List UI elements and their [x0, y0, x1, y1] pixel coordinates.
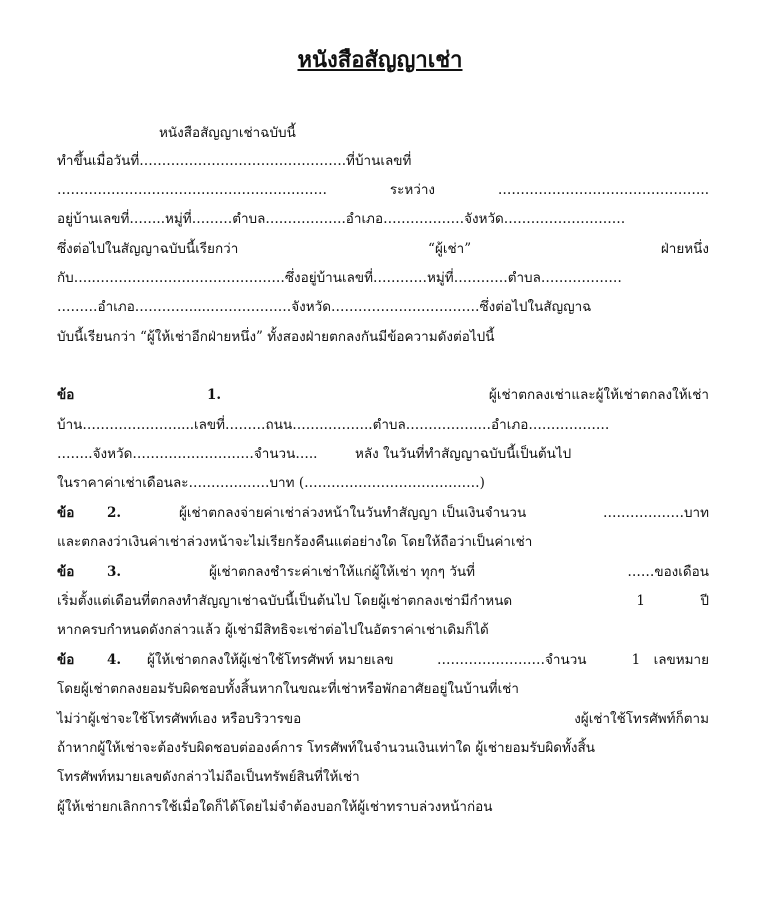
clause-2-text: ผู้เช่าตกลงจ่ายค่าเช่าล่วงหน้าในวันทำสัญญา เป็นเงินจำนวน	[179, 505, 527, 521]
clause-3-line-3: หากครบกำหนดดังกล่าวแล้ว ผู้เช่ามีสิทธิจะเช่าต่อไปในอัตราค่าเช่าเดิมก็ได้	[57, 622, 489, 638]
intro-called-text: ซึ่งต่อไปในสัญญาฉบับนี้เรียกว่า	[57, 241, 239, 257]
clause-3-label: ข้อ	[57, 564, 75, 580]
intro-line-8: บับนี้เรียนกว่า “ผู้ให้เช่าอีกฝ่ายหนึ่ง” ทั้งสองฝ่ายตกลงกันมีข้อความดังต่อไปนี้	[57, 329, 495, 345]
clause-4-phone-blank: ……………………จำนวน	[437, 652, 587, 668]
intro-party-blank: ……………………………………………………	[57, 182, 327, 198]
clause-4-text: ผู้ให้เช่าตกลงให้ผู้เช่าใช้โทรศัพท์ หมายเลข	[147, 652, 394, 668]
clause-2-line-2: และตกลงว่าเงินค่าเช่าล่วงหน้าจะไม่เรียกร้องคืนแต่อย่างใด โดยให้ถือว่าเป็นค่าเช่า	[57, 534, 533, 550]
clause-3-header	[57, 562, 475, 582]
clause-2-label: ข้อ	[57, 505, 75, 521]
clause-4-count-unit: เลขหมาย	[653, 652, 709, 668]
clause-3-term-value	[636, 591, 709, 611]
intro-line-6: กับ…..……………………………………ซึ่งอยู่บ้านเลขที่…………หมู่ที่…………ตำบล………………	[57, 270, 622, 286]
intro-line-5	[57, 239, 709, 259]
clause-2-header	[57, 503, 526, 523]
clause-4-line-5: โทรศัพท์หมายเลขดังกล่าวไม่ถือเป็นทรัพย์สินที่ให้เช่า	[57, 769, 360, 785]
clause-4-line-1	[57, 650, 709, 670]
clause-3-line-1	[57, 562, 709, 582]
clause-1-number: 1.	[207, 387, 222, 403]
clause-1-line-2: บ้าน…………………....เลขที่………ถนน…….………..ตำบล…………….…อำเภอ………………	[57, 417, 610, 433]
clause-3-month-blank: ……ของเดือน	[627, 564, 709, 580]
clause-1-header	[57, 385, 221, 405]
intro-line-1	[57, 123, 709, 143]
intro-between-word: ระหว่าง	[389, 182, 436, 198]
clause-4-count	[632, 650, 709, 670]
intro-line-3	[57, 180, 709, 200]
clause-2-line-1	[57, 503, 709, 523]
document-title: หนังสือสัญญาเช่า	[297, 47, 463, 73]
intro-tenant-term: “ผู้เช่า”	[428, 241, 472, 257]
intro-line-4: อยู่บ้านเลขที่……..หมู่ที่………ตำบล….…………..อำเภอ………………จังหวัด………………………	[57, 211, 626, 227]
clause-1-text: ผู้เช่าตกลงเช่าและผู้ให้เช่าตกลงให้เช่า	[488, 387, 709, 403]
clause-4-header	[57, 650, 587, 670]
clause-1-start-text: หลัง ในวันที่ทำสัญญาฉบับนี้เป็นต้นไป	[355, 446, 572, 462]
clause-4-number: 4.	[107, 652, 122, 668]
clause-3-years-number: 1	[636, 593, 646, 609]
clause-4-line-6: ผู้ให้เช่ายกเลิกการใช้เมื่อใดก็ได้โดยไม่จำต้องบอกให้ผู้เช่าทราบล่วงหน้าก่อน	[57, 799, 493, 815]
clause-1-line-4: ในราคาค่าเช่าเดือนละ………………บาท (…………………………………)	[57, 475, 485, 491]
clause-3-text: ผู้เช่าตกลงชำระค่าเช่าให้แก่ผู้ให้เช่า ทุกๆ วันที่	[209, 564, 476, 580]
clause-1-label: ข้อ	[57, 387, 75, 403]
intro-line-7: ………อำเภอ………….....………………จังหวัด……………………………ซึ่งต่อไปในสัญญาฉ	[57, 299, 592, 315]
intro-party-blank-2: ………………………………………..	[497, 182, 709, 198]
clause-3-term-text: เริ่มตั้งแต่เดือนที่ตกลงทำสัญญาเช่าฉบับนี้เป็นต้นไป โดยผู้เช่าตกลงเช่ามีกำหนด	[57, 593, 513, 609]
clause-4-label: ข้อ	[57, 652, 75, 668]
clause-3-years-unit: ปี	[700, 593, 709, 609]
clause-1-province-blank: ……..จังหวัด………………………จำนวน…..	[57, 446, 318, 462]
intro-opening-text: หนังสือสัญญาเช่าฉบับนี้	[159, 125, 296, 141]
clause-1-line-1	[57, 385, 709, 405]
clause-4-line-2: โดยผู้เช่าตกลงยอมรับผิดชอบทั้งสิ้นหากในขณะที่เช่าหรือพักอาศัยอยู่ในบ้านที่เช่า	[57, 681, 519, 697]
clause-4-line-4: ถ้าหากผู้ให้เช่าจะต้องรับผิดชอบต่อองค์การ โทรศัพท์ในจำนวนเงินเท่าใด ผู้เช่ายอมรับผิดทั้งสิ้น	[57, 740, 595, 756]
intro-one-party: ฝ่ายหนึ่ง	[660, 241, 709, 257]
clause-4-usage-text-2: งผู้เช่าใช้โทรศัพท์ก็ตาม	[574, 711, 709, 727]
clause-4-line-3	[57, 709, 709, 729]
intro-line-2: ทำขึ้นเมื่อวันที่……………………………………….ที่บ้านเลขที่	[57, 153, 412, 169]
clause-4-count-number: 1	[631, 652, 641, 668]
clause-3-number: 3.	[107, 564, 122, 580]
clause-4-usage-text: ไม่ว่าผู้เช่าจะใช้โทรศัพท์เอง หรือบริวารขอ	[57, 711, 302, 727]
clause-2-amount: ………………บาท	[602, 505, 709, 521]
clause-3-line-2	[57, 591, 709, 611]
clause-2-number: 2.	[107, 505, 122, 521]
clause-1-line-3	[57, 444, 709, 464]
